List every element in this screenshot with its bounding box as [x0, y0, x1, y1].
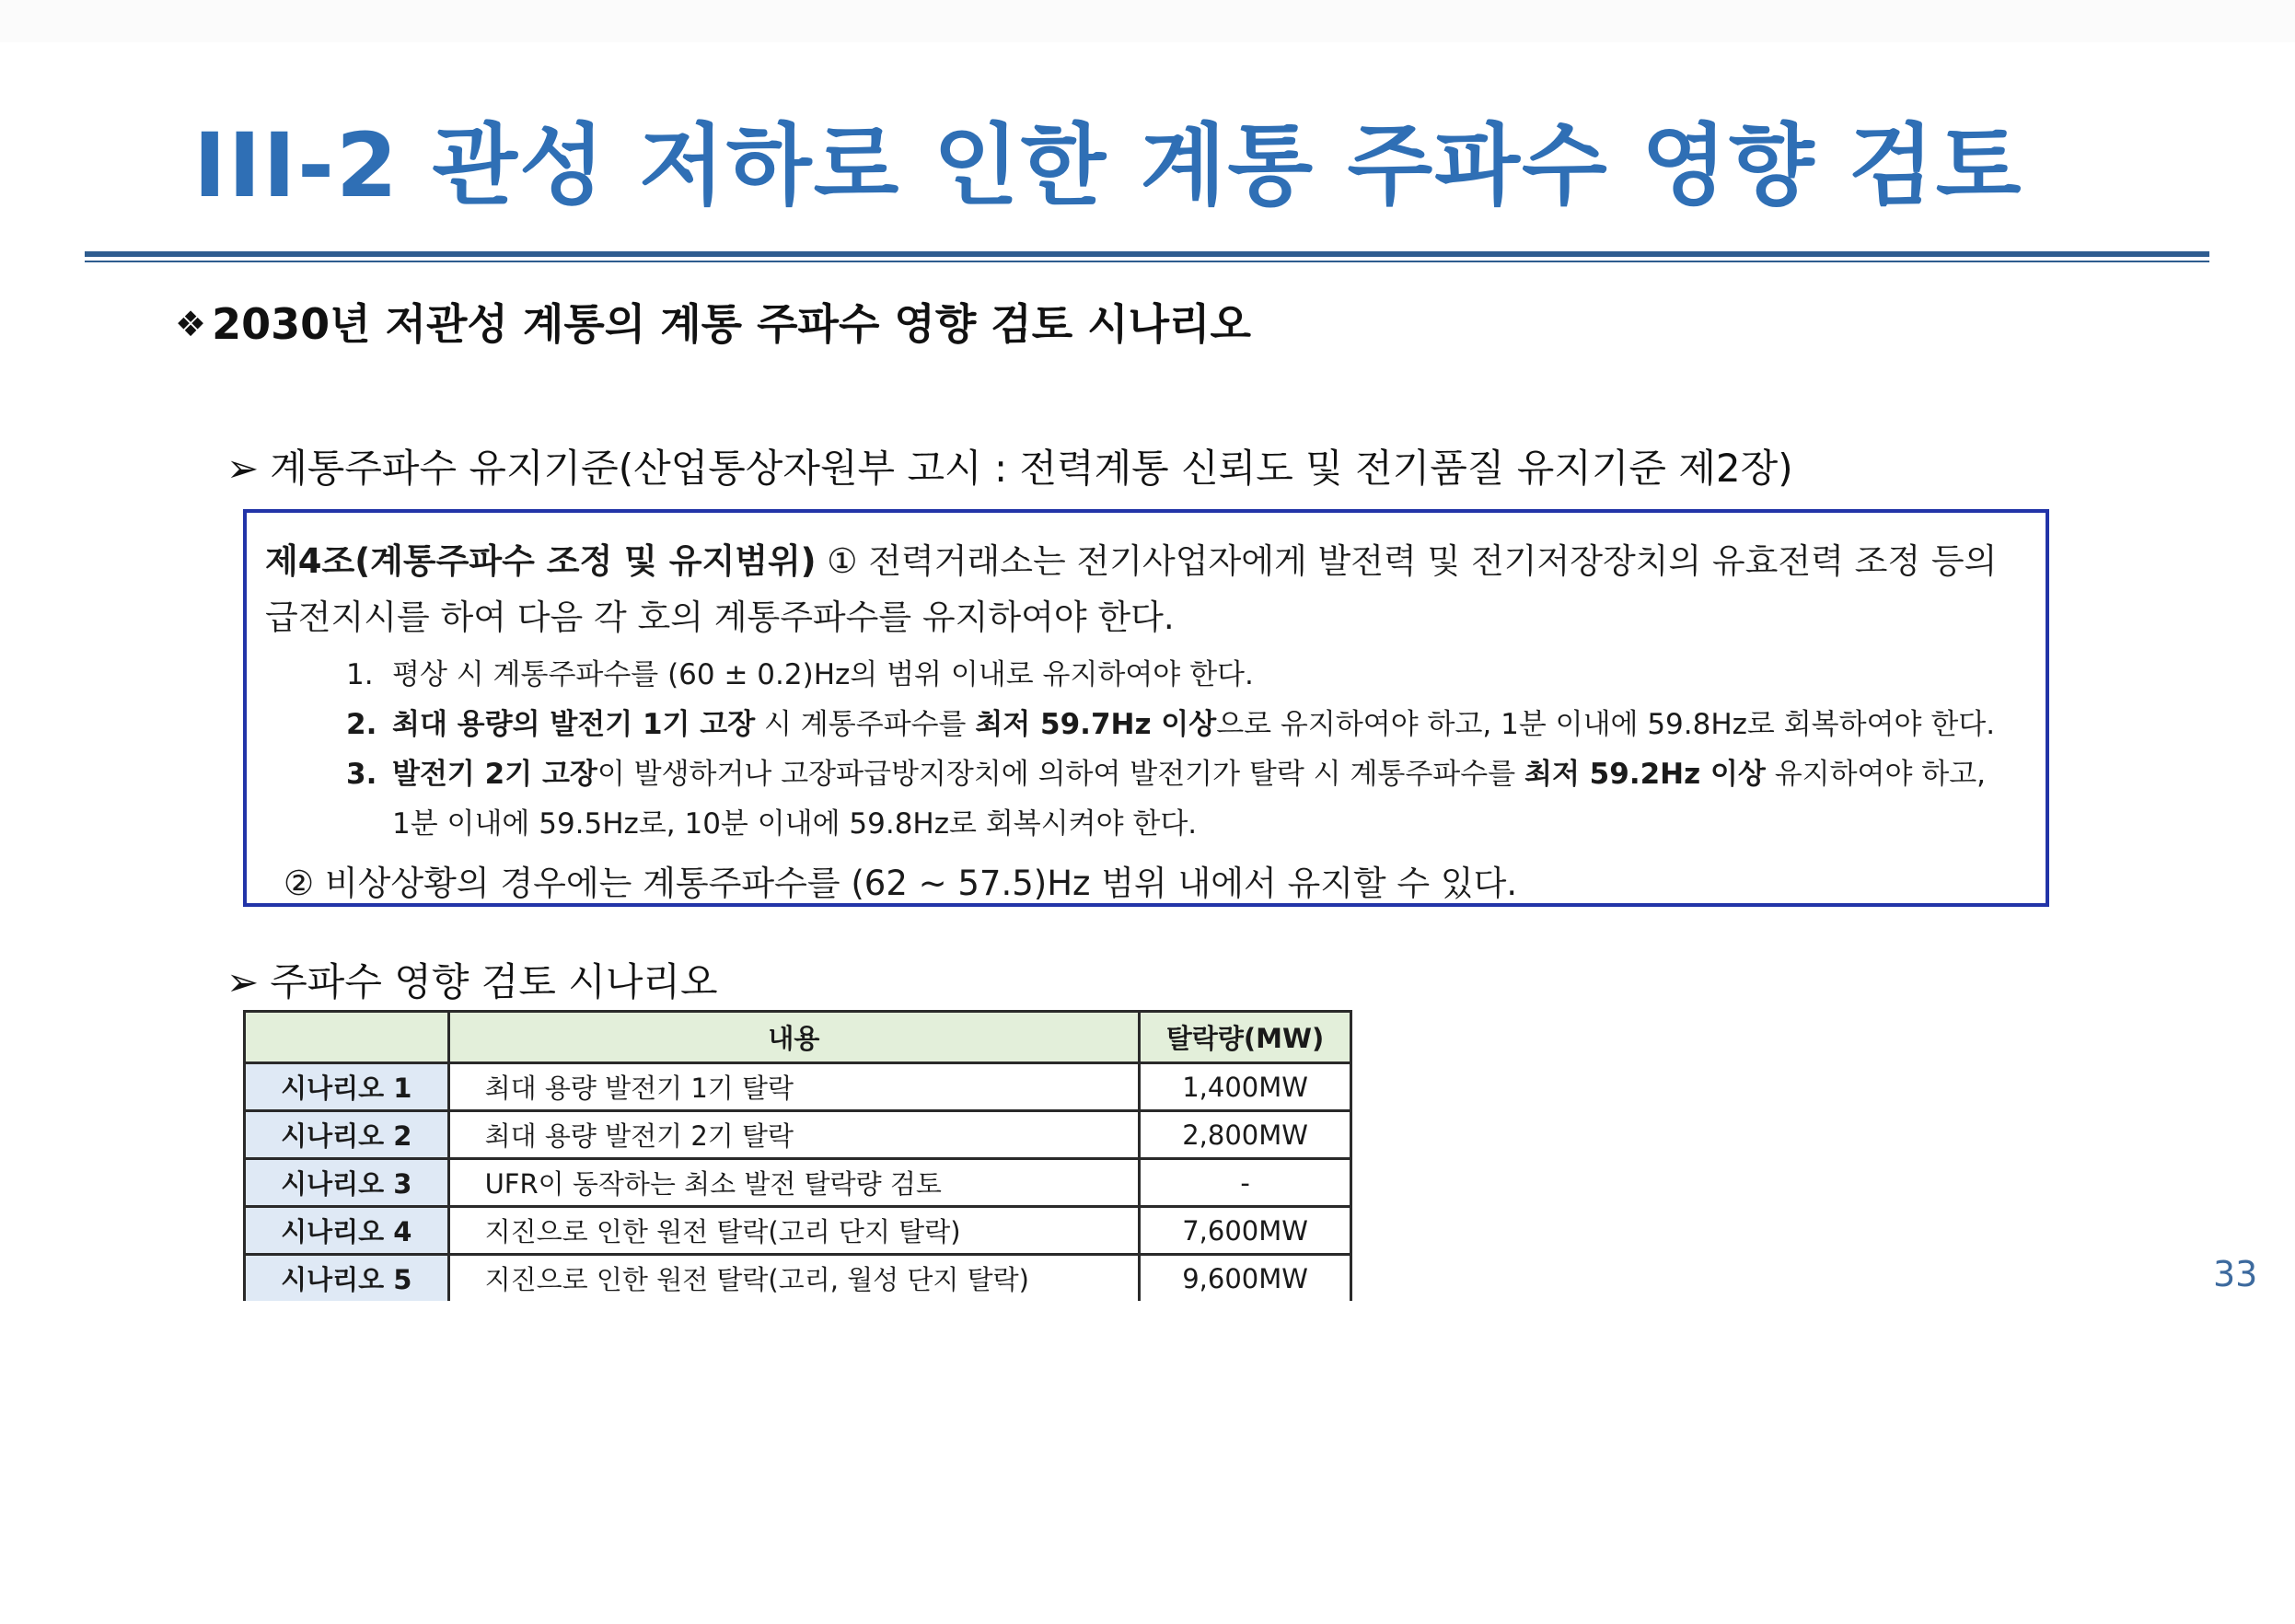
item-3-bold-2: 최저 59.2Hz 이상 — [1524, 758, 1766, 791]
item-3 — [346, 750, 1986, 792]
article-title: 제4조(계통주파수 조정 및 유지범위) — [265, 541, 817, 581]
item-3-number: 3. — [346, 758, 377, 791]
regulation-box — [243, 509, 2049, 907]
item-1-text: 평상 시 계통주파수를 (60 ± 0.2)Hz의 범위 이내로 유지하여야 한다. — [392, 658, 1254, 691]
item-2-bold-1: 최대 용량의 발전기 1기 고장 — [392, 708, 756, 741]
scenario-subheading-text: 주파수 영향 검토 시나리오 — [270, 959, 718, 1004]
item-3-bold-1: 발전기 2기 고장 — [392, 758, 597, 791]
scenario-desc: 최대 용량 발전기 2기 탈락 — [448, 1111, 1140, 1159]
scenario-table-container — [243, 1010, 1352, 1301]
clause-2 — [284, 855, 1517, 905]
title-rule — [85, 251, 2209, 257]
table-row — [245, 1063, 1351, 1111]
scenario-value: 7,600MW — [1140, 1207, 1351, 1255]
item-2-text-2: 으로 유지하여야 하고, 1분 이내에 59.8Hz로 회복하여야 한다. — [1216, 708, 1996, 741]
title-rule-thin — [85, 261, 2209, 262]
page-number: 33 — [2213, 1254, 2258, 1294]
table-row — [245, 1159, 1351, 1207]
item-2-text-1: 시 계통주파수를 — [755, 708, 976, 741]
item-1 — [346, 651, 1254, 692]
table-row — [245, 1255, 1351, 1302]
clause1-text-b: 급전지시를 하여 다음 각 호의 계통주파수를 유지하여야 한다. — [265, 597, 1175, 637]
article-line — [265, 533, 1997, 583]
scenario-name: 시나리오 1 — [245, 1063, 449, 1111]
slide-title: III-2 관성 저하로 인한 계통 주파수 영향 검토 — [193, 114, 2023, 217]
clause1-mark: ① — [827, 541, 858, 581]
standard-subheading — [226, 438, 1793, 493]
item-2-number: 2. — [346, 708, 377, 741]
item-3-text-1: 이 발생하거나 고장파급방지장치에 의하여 발전기가 탈락 시 계통주파수를 — [597, 758, 1524, 791]
scenario-desc: 지진으로 인한 원전 탈락(고리, 월성 단지 탈락) — [448, 1255, 1140, 1302]
table-row — [245, 1207, 1351, 1255]
item-3-continued: 1분 이내에 59.5Hz로, 10분 이내에 59.8Hz로 회복시켜야 한다. — [392, 807, 1198, 841]
table-header-cell: 내용 — [448, 1012, 1140, 1063]
section-heading-text: 2030년 저관성 계통의 계통 주파수 영향 검토 시나리오 — [212, 299, 1251, 349]
table-header-cell — [245, 1012, 449, 1063]
section-heading — [175, 291, 1251, 352]
item-3-text-2: 유지하여야 하고, — [1765, 758, 1987, 791]
scenario-value: 9,600MW — [1140, 1255, 1351, 1302]
scenario-table — [243, 1010, 1352, 1301]
scenario-name: 시나리오 2 — [245, 1111, 449, 1159]
scenario-name: 시나리오 4 — [245, 1207, 449, 1255]
clause1-text-a: 전력거래소는 전기사업자에게 발전력 및 전기저장장치의 유효전력 조정 등의 — [868, 541, 1998, 581]
scenario-name: 시나리오 5 — [245, 1255, 449, 1302]
arrow-bullet-icon: ➢ — [226, 959, 260, 1004]
top-strip — [0, 0, 2295, 42]
table-row — [245, 1111, 1351, 1159]
scenario-name: 시나리오 3 — [245, 1159, 449, 1207]
scenario-value: - — [1140, 1159, 1351, 1207]
scenario-desc: 지진으로 인한 원전 탈락(고리 단지 탈락) — [448, 1207, 1140, 1255]
diamond-bullet-icon: ❖ — [175, 304, 207, 344]
table-header-row — [245, 1012, 1351, 1063]
scenario-subheading — [226, 952, 718, 1007]
clause2-mark: ② — [284, 864, 315, 903]
table-header-cell: 탈락량(MW) — [1140, 1012, 1351, 1063]
standard-subheading-text: 계통주파수 유지기준(산업통상자원부 고시 : 전력계통 신뢰도 및 전기품질 유지기준 제2장) — [270, 446, 1793, 491]
clause2-text: 비상상황의 경우에는 계통주파수를 (62 ~ 57.5)Hz 범위 내에서 유지할 수 있다. — [324, 864, 1518, 903]
scenario-desc: 최대 용량 발전기 1기 탈락 — [448, 1063, 1140, 1111]
scenario-value: 2,800MW — [1140, 1111, 1351, 1159]
item-1-number: 1. — [346, 658, 374, 691]
item-2 — [346, 701, 1995, 742]
arrow-bullet-icon: ➢ — [226, 446, 260, 491]
scenario-value: 1,400MW — [1140, 1063, 1351, 1111]
item-2-bold-2: 최저 59.7Hz 이상 — [975, 708, 1217, 741]
scenario-desc: UFR이 동작하는 최소 발전 탈락량 검토 — [448, 1159, 1140, 1207]
